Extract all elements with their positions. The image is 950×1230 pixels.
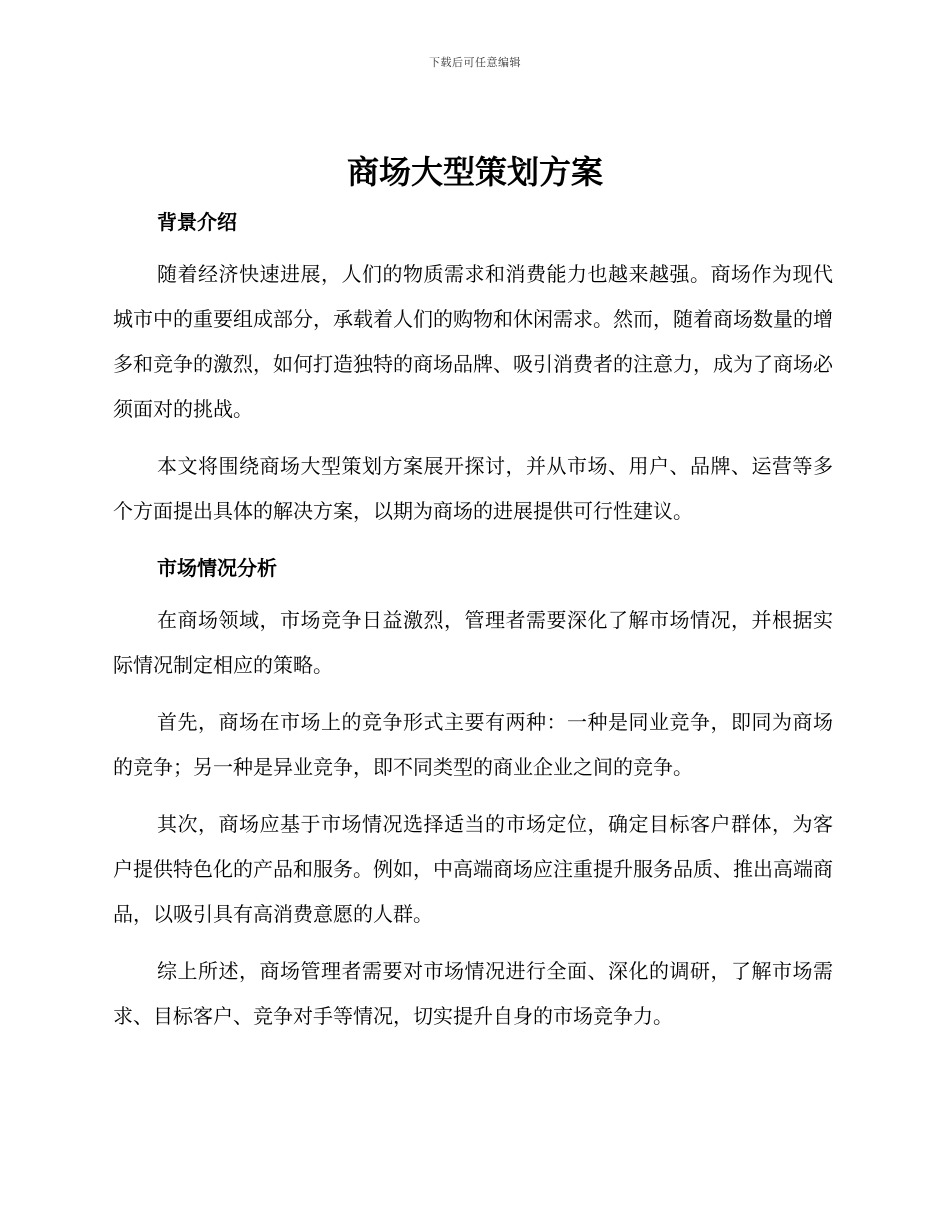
paragraph: 综上所述，商场管理者需要对市场情况进行全面、深化的调研，了解市场需求、目标客户、竞争对手等情况，切实提升自身的市场竞争力。 bbox=[113, 959, 833, 1028]
document-body bbox=[113, 200, 833, 1051]
paragraph: 本文将围绕商场大型策划方案展开探讨，并从市场、用户、品牌、运营等多个方面提出具体的解决方案，以期为商场的进展提供可行性建议。 bbox=[113, 454, 833, 523]
paragraph: 随着经济快速进展，人们的物质需求和消费能力也越来越强。商场作为现代城市中的重要组成部分，承载着人们的购物和休闲需求。然而，随着商场数量的增多和竞争的激烈，如何打造独特的商场品牌、吸引消费者的注意力，成为了商场必须面对的挑战。 bbox=[113, 262, 833, 421]
document-title: 商场大型策划方案 bbox=[346, 153, 603, 191]
section-heading: 市场情况分析 bbox=[157, 556, 277, 580]
paragraph: 其次，商场应基于市场情况选择适当的市场定位，确定目标客户群体，为客户提供特色化的产品和服务。例如，中高端商场应注重提升服务品质、推出高端商品，以吸引具有高消费意愿的人群。 bbox=[113, 812, 833, 926]
paragraph: 在商场领域，市场竞争日益激烈，管理者需要深化了解市场情况，并根据实际情况制定相应的策略。 bbox=[113, 608, 833, 677]
section-heading: 背景介绍 bbox=[157, 210, 237, 234]
section-background bbox=[113, 200, 833, 534]
page-header-note: 下载后可任意编辑 bbox=[429, 56, 521, 69]
section-market-analysis bbox=[113, 546, 833, 1039]
paragraph: 首先，商场在市场上的竞争形式主要有两种：一种是同业竞争，即同为商场的竞争；另一种是异业竞争，即不同类型的商业企业之间的竞争。 bbox=[113, 710, 833, 779]
